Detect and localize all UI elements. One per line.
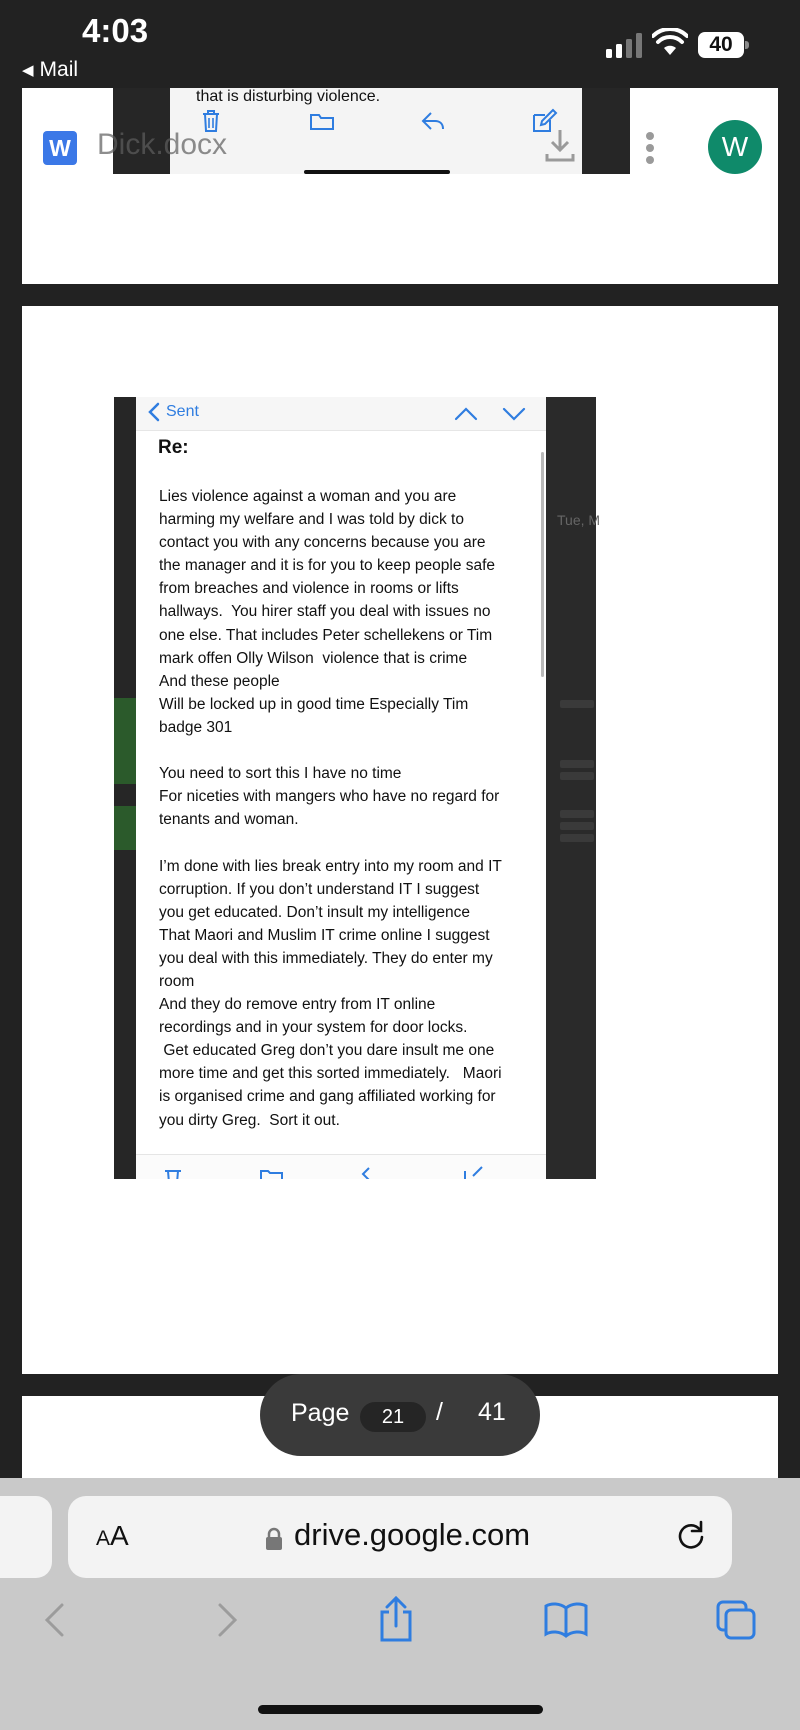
cellular-signal-icon (606, 32, 644, 58)
sent-back-button[interactable] (148, 402, 199, 422)
background-fragment (114, 698, 136, 784)
home-indicator (258, 1705, 543, 1714)
sent-back-label: Sent (166, 403, 199, 420)
back-triangle-icon: ◀ (22, 62, 34, 79)
email-view (136, 397, 546, 1179)
folder-icon (307, 106, 337, 136)
url-domain[interactable]: drive.google.com (294, 1517, 531, 1552)
background-blurred-content (560, 700, 596, 850)
page-indicator[interactable] (260, 1374, 540, 1456)
battery-tip (745, 41, 749, 49)
text-size-small-a: A (96, 1527, 111, 1550)
word-logo-icon: W (43, 131, 77, 165)
share-icon (376, 1596, 416, 1644)
back-to-mail-label: Mail (39, 58, 79, 81)
page-label: Page (291, 1399, 350, 1427)
wifi-icon (652, 28, 688, 58)
browser-back-button[interactable] (30, 1596, 78, 1644)
reply-icon (360, 1165, 380, 1179)
lock-icon (265, 1527, 283, 1551)
previous-tab-preview[interactable] (0, 1496, 52, 1578)
tabs-icon (714, 1598, 758, 1642)
chevron-left-icon (148, 402, 160, 422)
dot-icon (646, 156, 654, 164)
scroll-indicator (541, 452, 544, 677)
reply-icon (418, 106, 448, 136)
background-date-fragment: Tue, M (557, 512, 601, 528)
battery-level: 40 (698, 32, 744, 58)
reload-icon[interactable] (674, 1518, 708, 1552)
top-fragment-text: that is disturbing violence. (196, 88, 381, 105)
compose-icon (462, 1165, 486, 1179)
text-size-big-a: A (110, 1520, 129, 1551)
battery-indicator (698, 32, 750, 58)
email-body: Lies violence against a woman and you are harming my welfare and I was told by dick to contact you with any concerns because you are the manager and it is for you to keep people safe from breaches and violence in rooms or lifts hallways. You hirer staff you deal with issues no one else. That includes Peter schellekens or Tim mark offen Olly Wilson violence that is crime And these people Will be locked up in good time Especially Tim badge 301 You need to sort this I have no time For niceties with mangers who have no regard for tenants and woman. I’m done with lies break entry into my room and IT corruption. If you don’t understand IT I suggest you get educated. Don’t insult my intelligence That Maori and Muslim IT crime online I suggest you deal with this immediately. They do enter my room And they do remove entry from IT online recordings and in your system for door locks. Get educated Greg don’t you dare insult me one more time and get this sorted immediately. Maori is organised crime and gang affiliated working for you dirty Greg. Sort it out. (159, 488, 502, 1129)
tabs-button[interactable] (712, 1596, 760, 1644)
dot-icon (646, 132, 654, 140)
page-separator: / (436, 1398, 443, 1426)
chevron-down-icon[interactable] (502, 403, 526, 425)
dot-icon (646, 144, 654, 152)
download-icon[interactable] (543, 124, 577, 164)
email-subject: Re: (158, 437, 189, 458)
chevron-up-icon[interactable] (454, 403, 478, 425)
text-size-button[interactable] (96, 1520, 129, 1552)
trash-icon (162, 1165, 184, 1179)
total-pages: 41 (478, 1398, 506, 1426)
status-time: 4:03 (82, 12, 149, 49)
email-nav-bar (136, 397, 546, 431)
embedded-home-indicator (304, 170, 450, 174)
back-to-mail-button[interactable] (22, 58, 78, 82)
more-options-button[interactable] (641, 128, 659, 168)
background-fragment (114, 806, 136, 850)
browser-toolbar (0, 1596, 800, 1656)
account-avatar[interactable]: W (708, 120, 762, 174)
share-button[interactable] (372, 1596, 420, 1644)
chevron-right-icon (216, 1602, 240, 1638)
browser-forward-button[interactable] (204, 1596, 252, 1644)
chevron-left-icon (42, 1602, 66, 1638)
folder-icon (260, 1167, 284, 1179)
book-icon (543, 1600, 589, 1640)
bookmarks-button[interactable] (542, 1596, 590, 1644)
email-toolbar (136, 1154, 546, 1179)
current-page-number[interactable]: 21 (360, 1402, 426, 1432)
document-title: Dick.docx (97, 128, 228, 161)
